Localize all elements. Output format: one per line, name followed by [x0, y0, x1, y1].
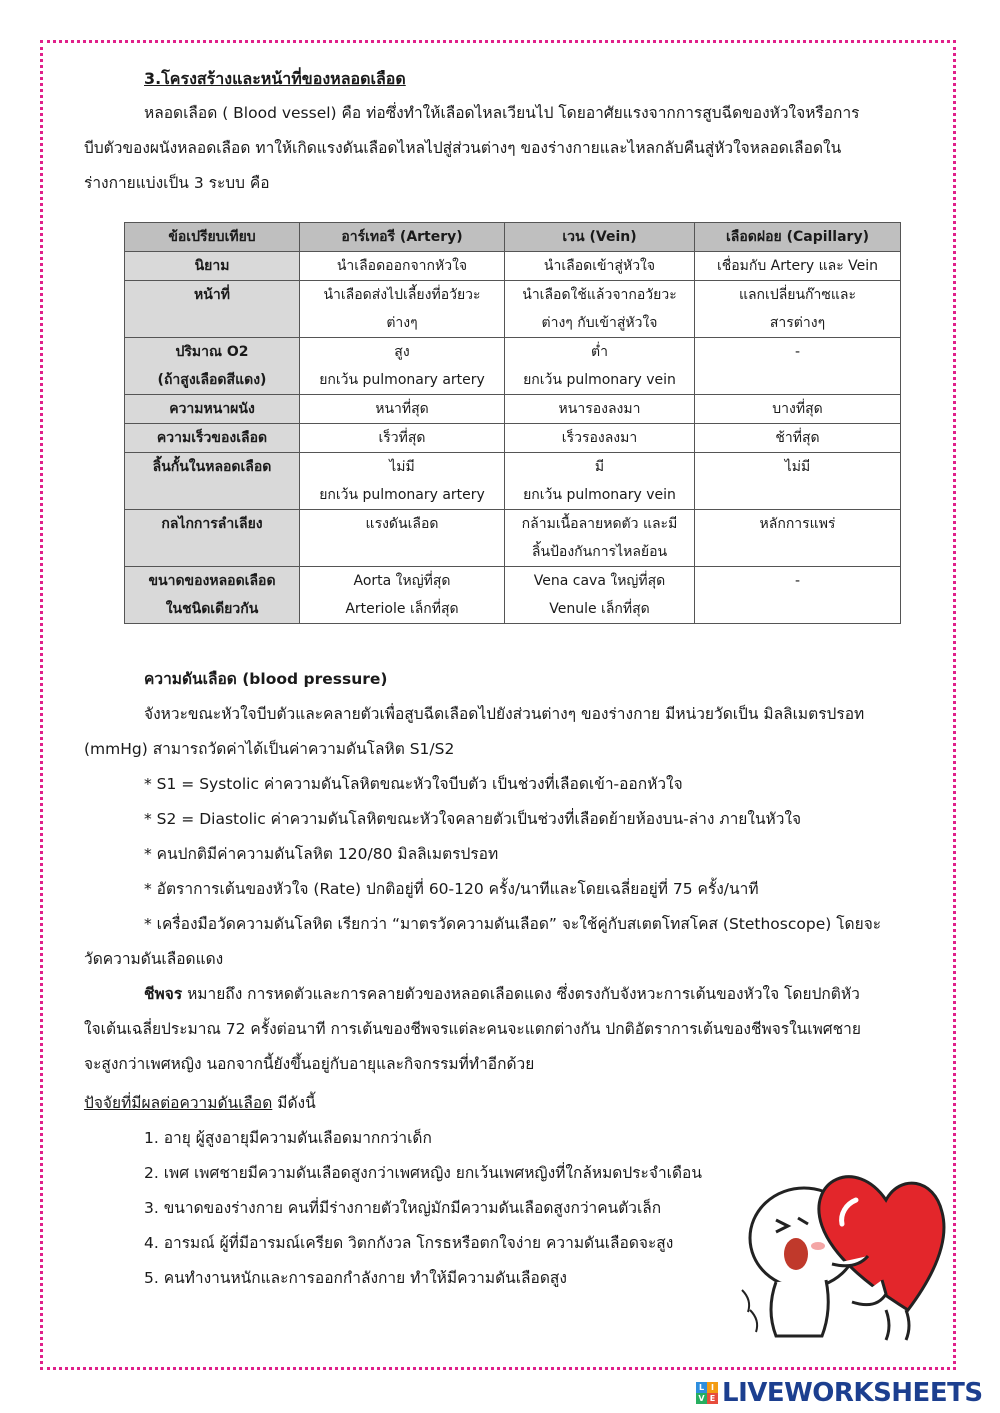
table-row — [125, 424, 901, 453]
cell-line: ยกเว้น pulmonary artery — [319, 372, 485, 388]
table-cell-artery — [300, 281, 505, 338]
factor-item-4: 4. อารมณ์ ผู้ที่มีอารมณ์เครียด วิตกกังวล โกรธหรือตกใจง่าย ความดันเลือดจะสูง — [144, 1234, 674, 1252]
liveworksheets-brand — [696, 1376, 983, 1410]
cell-line: Aorta ใหญ่ที่สุด — [353, 573, 451, 589]
cell-line: ไม่มี — [389, 459, 415, 475]
table-header-row — [125, 223, 901, 252]
pulse-term: ชีพจร — [144, 985, 183, 1003]
intro-line-1: หลอดเลือด ( Blood vessel) คือ ท่อซึ่งทำให้เลือดไหลเวียนไป โดยอาศัยแรงจากการสูบฉีดของหัวใจหรือการ — [144, 104, 860, 122]
logo-letter-e: E — [707, 1393, 718, 1404]
cell-line: ต่างๆ กับเข้าสู่หัวใจ — [541, 315, 658, 331]
table-cell-capillary — [695, 252, 901, 281]
cell-line: ยกเว้น pulmonary vein — [523, 372, 676, 388]
table-cell-artery — [300, 395, 505, 424]
document-body — [84, 62, 916, 201]
factor-item-2: 2. เพศ เพศชายมีความดันเลือดสูงกว่าเพศหญิง ยกเว้นเพศหญิงที่ใกล้หมดประจำเดือน — [144, 1164, 702, 1182]
cell-line: ต่ำ — [591, 344, 608, 360]
bp-bullet-s2: * S2 = Diastolic ค่าความดันโลหิตขณะหัวใจคลายตัวเป็นช่วงที่เลือดย้ายห้องบน-ล่าง ภายในหัวใจ — [144, 810, 802, 828]
table-cell-artery — [300, 567, 505, 624]
table-cell-capillary — [695, 338, 901, 395]
table-row — [125, 281, 901, 338]
table-cell-vein — [505, 424, 695, 453]
cell-line: ความหนาผนัง — [169, 401, 255, 417]
table-row — [125, 252, 901, 281]
table-cell-capillary — [695, 395, 901, 424]
cell-line: ลิ้นกั้นในหลอดเลือด — [152, 459, 272, 475]
table-cell-label — [125, 395, 300, 424]
cell-line: - — [794, 344, 801, 360]
factor-item-3: 3. ขนาดของร่างกาย คนที่มีร่างกายตัวใหญ่มักมีความดันเลือดสูงกว่าคนตัวเล็ก — [144, 1199, 662, 1217]
cell-line: เร็วรองลงมา — [561, 430, 638, 446]
table-cell-label — [125, 510, 300, 567]
cell-line: ไม่มี — [784, 459, 811, 475]
table-cell-label — [125, 424, 300, 453]
cell-line: นำเลือดส่งไปเลี้ยงที่อวัยวะ — [323, 287, 481, 303]
table-cell-vein — [505, 281, 695, 338]
heart-character-illustration — [736, 1160, 956, 1350]
pulse-line-3: จะสูงกว่าเพศหญิง นอกจากนี้ยังขึ้นอยู่กับอายุและกิจกรรมที่ทำอีกด้วย — [84, 1055, 535, 1073]
pulse-line-2: ใจเต้นเฉลี่ยประมาณ 72 ครั้งต่อนาที การเต้นของชีพจรแต่ละคนจะแตกต่างกัน ปกติอัตราการเต้นของชีพจรในเพศชาย — [84, 1020, 861, 1038]
table-cell-capillary — [695, 281, 901, 338]
table-cell-label — [125, 338, 300, 395]
table-row — [125, 338, 901, 395]
cell-line: นำเลือดเข้าสู่หัวใจ — [543, 258, 656, 274]
table-cell-capillary — [695, 453, 901, 510]
bp-para-line-1: จังหวะขณะหัวใจบีบตัวและคลายตัวเพื่อสูบฉีดเลือดไปยังส่วนต่างๆ ของร่างกาย มีหน่วยวัดเป็น มิลลิเมตรปรอท — [144, 705, 865, 723]
factors-heading-suffix: มีดังนี้ — [272, 1094, 316, 1112]
table-row — [125, 567, 901, 624]
cell-line: สารต่างๆ — [769, 315, 826, 331]
cell-line: แรงดันเลือด — [365, 516, 439, 532]
table-cell-vein — [505, 252, 695, 281]
table-row — [125, 510, 901, 567]
pulse-text-1: หมายถึง การหดตัวและการคลายตัวของหลอดเลือดแดง ซึ่งตรงกับจังหวะการเต้นของหัวใจ โดยปกติหัว — [182, 985, 860, 1003]
cell-line: ลิ้นป้องกันการไหลย้อน — [531, 544, 668, 560]
pulse-line-1 — [84, 977, 924, 1012]
table-row — [125, 453, 901, 510]
cell-line: ยกเว้น pulmonary vein — [523, 487, 676, 503]
cell-line: หลักการแพร่ — [759, 516, 836, 532]
liveworksheets-text: LIVEWORKSHEETS — [722, 1378, 983, 1408]
cell-line: ขนาดของหลอดเลือด — [148, 573, 276, 589]
table-cell-label — [125, 453, 300, 510]
cell-line: Venule เล็กที่สุด — [549, 601, 650, 617]
cell-line: ในชนิดเดียวกัน — [165, 601, 259, 617]
bp-bullet-tool-1: * เครื่องมือวัดความดันโลหิต เรียกว่า “มาตรวัดความดันเลือด” จะใช้คู่กับสเตตโทสโคส (Stethoscope) โดยจะ — [144, 915, 882, 933]
bp-para-line-2: (mmHg) สามารถวัดค่าได้เป็นค่าความดันโลหิต S1/S2 — [84, 740, 455, 758]
cell-line: บางที่สุด — [772, 401, 823, 417]
cell-line: (ถ้าสูงเลือดสีแดง) — [157, 372, 267, 388]
cell-line: ช้าที่สุด — [775, 430, 820, 446]
table-row — [125, 395, 901, 424]
cell-line: มี — [594, 459, 605, 475]
table-cell-artery — [300, 453, 505, 510]
cell-line: - — [794, 573, 801, 589]
table-cell-artery — [300, 252, 505, 281]
table-cell-capillary — [695, 424, 901, 453]
cell-line: นำเลือดออกจากหัวใจ — [336, 258, 468, 274]
bp-bullet-tool-2: วัดความดันเลือดแดง — [84, 950, 224, 968]
cell-line: หนารองลงมา — [558, 401, 641, 417]
table-cell-artery — [300, 424, 505, 453]
table-body — [125, 252, 901, 624]
cell-line: เชื่อมกับ Artery และ Vein — [716, 258, 879, 274]
header-artery: อาร์เทอรี (Artery) — [300, 223, 505, 252]
factors-heading-line — [84, 1086, 924, 1121]
cell-line: เร็วที่สุด — [378, 430, 426, 446]
header-criteria: ข้อเปรียบเทียบ — [125, 223, 300, 252]
factor-item-1: 1. อายุ ผู้สูงอายุมีความดันเลือดมากกว่าเด็ก — [144, 1129, 432, 1147]
table-cell-capillary — [695, 510, 901, 567]
table-cell-vein — [505, 510, 695, 567]
factor-item-5: 5. คนทำงานหนักและการออกกำลังกาย ทำให้มีความดันเลือดสูง — [144, 1269, 567, 1287]
factors-heading: ปัจจัยที่มีผลต่อความดันเลือด — [84, 1094, 273, 1112]
table-cell-vein — [505, 453, 695, 510]
cell-line: สูง — [394, 344, 410, 360]
cell-line: หน้าที่ — [194, 287, 230, 303]
logo-letter-i: I — [707, 1382, 718, 1393]
cell-line: ปริมาณ O2 — [175, 344, 249, 360]
cell-line: กล้ามเนื้อลายหดตัว และมี — [521, 516, 678, 532]
table-cell-capillary — [695, 567, 901, 624]
header-capillary: เลือดฝอย (Capillary) — [695, 223, 901, 252]
intro-line-3: ร่างกายแบ่งเป็น 3 ระบบ คือ — [84, 174, 270, 192]
intro-line-2: บีบตัวของผนังหลอดเลือด ทาให้เกิดแรงดันเลือดไหลไปสู่ส่วนต่างๆ ของร่างกายและไหลกลับคืนสู่หัวใจหลอดเลือดใน — [84, 139, 842, 157]
logo-letter-l: L — [696, 1382, 707, 1393]
cell-line: นิยาม — [194, 258, 230, 274]
table-cell-label — [125, 281, 300, 338]
bp-bullet-normal: * คนปกติมีค่าความดันโลหิต 120/80 มิลลิเมตรปรอท — [144, 845, 499, 863]
cell-line: Vena cava ใหญ่ที่สุด — [533, 573, 666, 589]
cell-line: นำเลือดใช้แล้วจากอวัยวะ — [522, 287, 677, 303]
table-cell-vein — [505, 338, 695, 395]
table-cell-vein — [505, 567, 695, 624]
table-cell-artery — [300, 510, 505, 567]
table-cell-label — [125, 252, 300, 281]
bp-bullet-s1: * S1 = Systolic ค่าความดันโลหิตขณะหัวใจบีบตัว เป็นช่วงที่เลือดเข้า-ออกหัวใจ — [144, 775, 683, 793]
section-title: 3.โครงสร้างและหน้าที่ของหลอดเลือด — [144, 69, 406, 88]
cell-line: ต่างๆ — [386, 315, 418, 331]
cell-line: ความเร็วของเลือด — [156, 430, 268, 446]
cell-line: แลกเปลี่ยนก๊าซและ — [738, 287, 857, 303]
logo-letter-v: V — [696, 1393, 707, 1404]
table-cell-artery — [300, 338, 505, 395]
table-cell-label — [125, 567, 300, 624]
cell-line: Arteriole เล็กที่สุด — [345, 601, 459, 617]
bp-title: ความดันเลือด (blood pressure) — [144, 670, 388, 688]
header-vein: เวน (Vein) — [505, 223, 695, 252]
cell-line: กลไกการลำเลียง — [161, 516, 263, 532]
table-cell-vein — [505, 395, 695, 424]
cell-line: หนาที่สุด — [375, 401, 429, 417]
comparison-table — [124, 222, 901, 624]
bp-bullet-rate: * อัตราการเต้นของหัวใจ (Rate) ปกติอยู่ที่ 60-120 ครั้ง/นาทีและโดยเฉลี่ยอยู่ที่ 75 ครั้ง/นาที — [144, 880, 759, 898]
cell-line: ยกเว้น pulmonary artery — [319, 487, 485, 503]
liveworksheets-logo-icon — [696, 1382, 718, 1404]
